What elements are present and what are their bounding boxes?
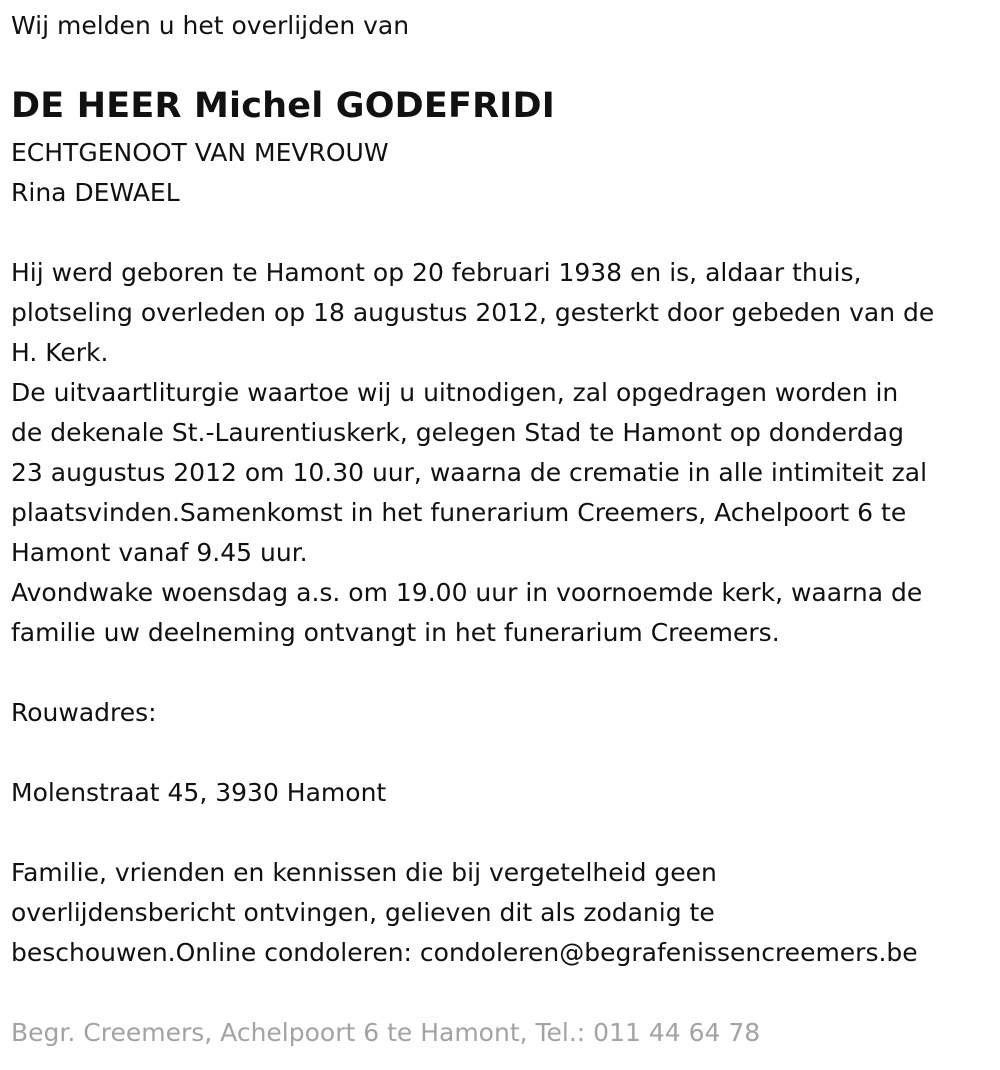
closing-line: beschouwen.Online condoleren: condoleren@begrafenissencreemers.be bbox=[11, 938, 918, 967]
intro-text: Wij melden u het overlijden van bbox=[11, 11, 410, 40]
closing-text bbox=[11, 853, 918, 973]
body-line: De uitvaartliturgie waartoe wij u uitnodigen, zal opgedragen worden in bbox=[11, 378, 899, 407]
body-line: familie uw deelneming ontvangt in het funerarium Creemers. bbox=[11, 618, 780, 647]
deceased-name: DE HEER Michel GODEFRIDI bbox=[11, 86, 556, 126]
body-line: H. Kerk. bbox=[11, 338, 109, 367]
funeral-home-footer: Begr. Creemers, Achelpoort 6 te Hamont, Tel.: 011 44 64 78 bbox=[11, 1018, 761, 1047]
mourning-address: Molenstraat 45, 3930 Hamont bbox=[11, 778, 387, 807]
closing-line: Familie, vrienden en kennissen die bij vergetelheid geen bbox=[11, 858, 717, 887]
body-line: plaatsvinden.Samenkomst in het funerarium Creemers, Achelpoort 6 te bbox=[11, 498, 907, 527]
body-line: Avondwake woensdag a.s. om 19.00 uur in voornoemde kerk, waarna de bbox=[11, 578, 923, 607]
spouse-name: Rina DEWAEL bbox=[11, 178, 180, 207]
spouse-title: ECHTGENOOT VAN MEVROUW bbox=[11, 138, 389, 167]
rouwadres-label: Rouwadres: bbox=[11, 698, 157, 727]
body-line: plotseling overleden op 18 augustus 2012, gesterkt door gebeden van de bbox=[11, 298, 935, 327]
body-line: Hamont vanaf 9.45 uur. bbox=[11, 538, 308, 567]
closing-line: overlijdensbericht ontvingen, gelieven dit als zodanig te bbox=[11, 898, 715, 927]
body-line: Hij werd geboren te Hamont op 20 februari 1938 en is, aldaar thuis, bbox=[11, 258, 862, 287]
body-line: 23 augustus 2012 om 10.30 uur, waarna de crematie in alle intimiteit zal bbox=[11, 458, 928, 487]
body-line: de dekenale St.-Laurentiuskerk, gelegen Stad te Hamont op donderdag bbox=[11, 418, 904, 447]
notice-body bbox=[11, 253, 934, 653]
